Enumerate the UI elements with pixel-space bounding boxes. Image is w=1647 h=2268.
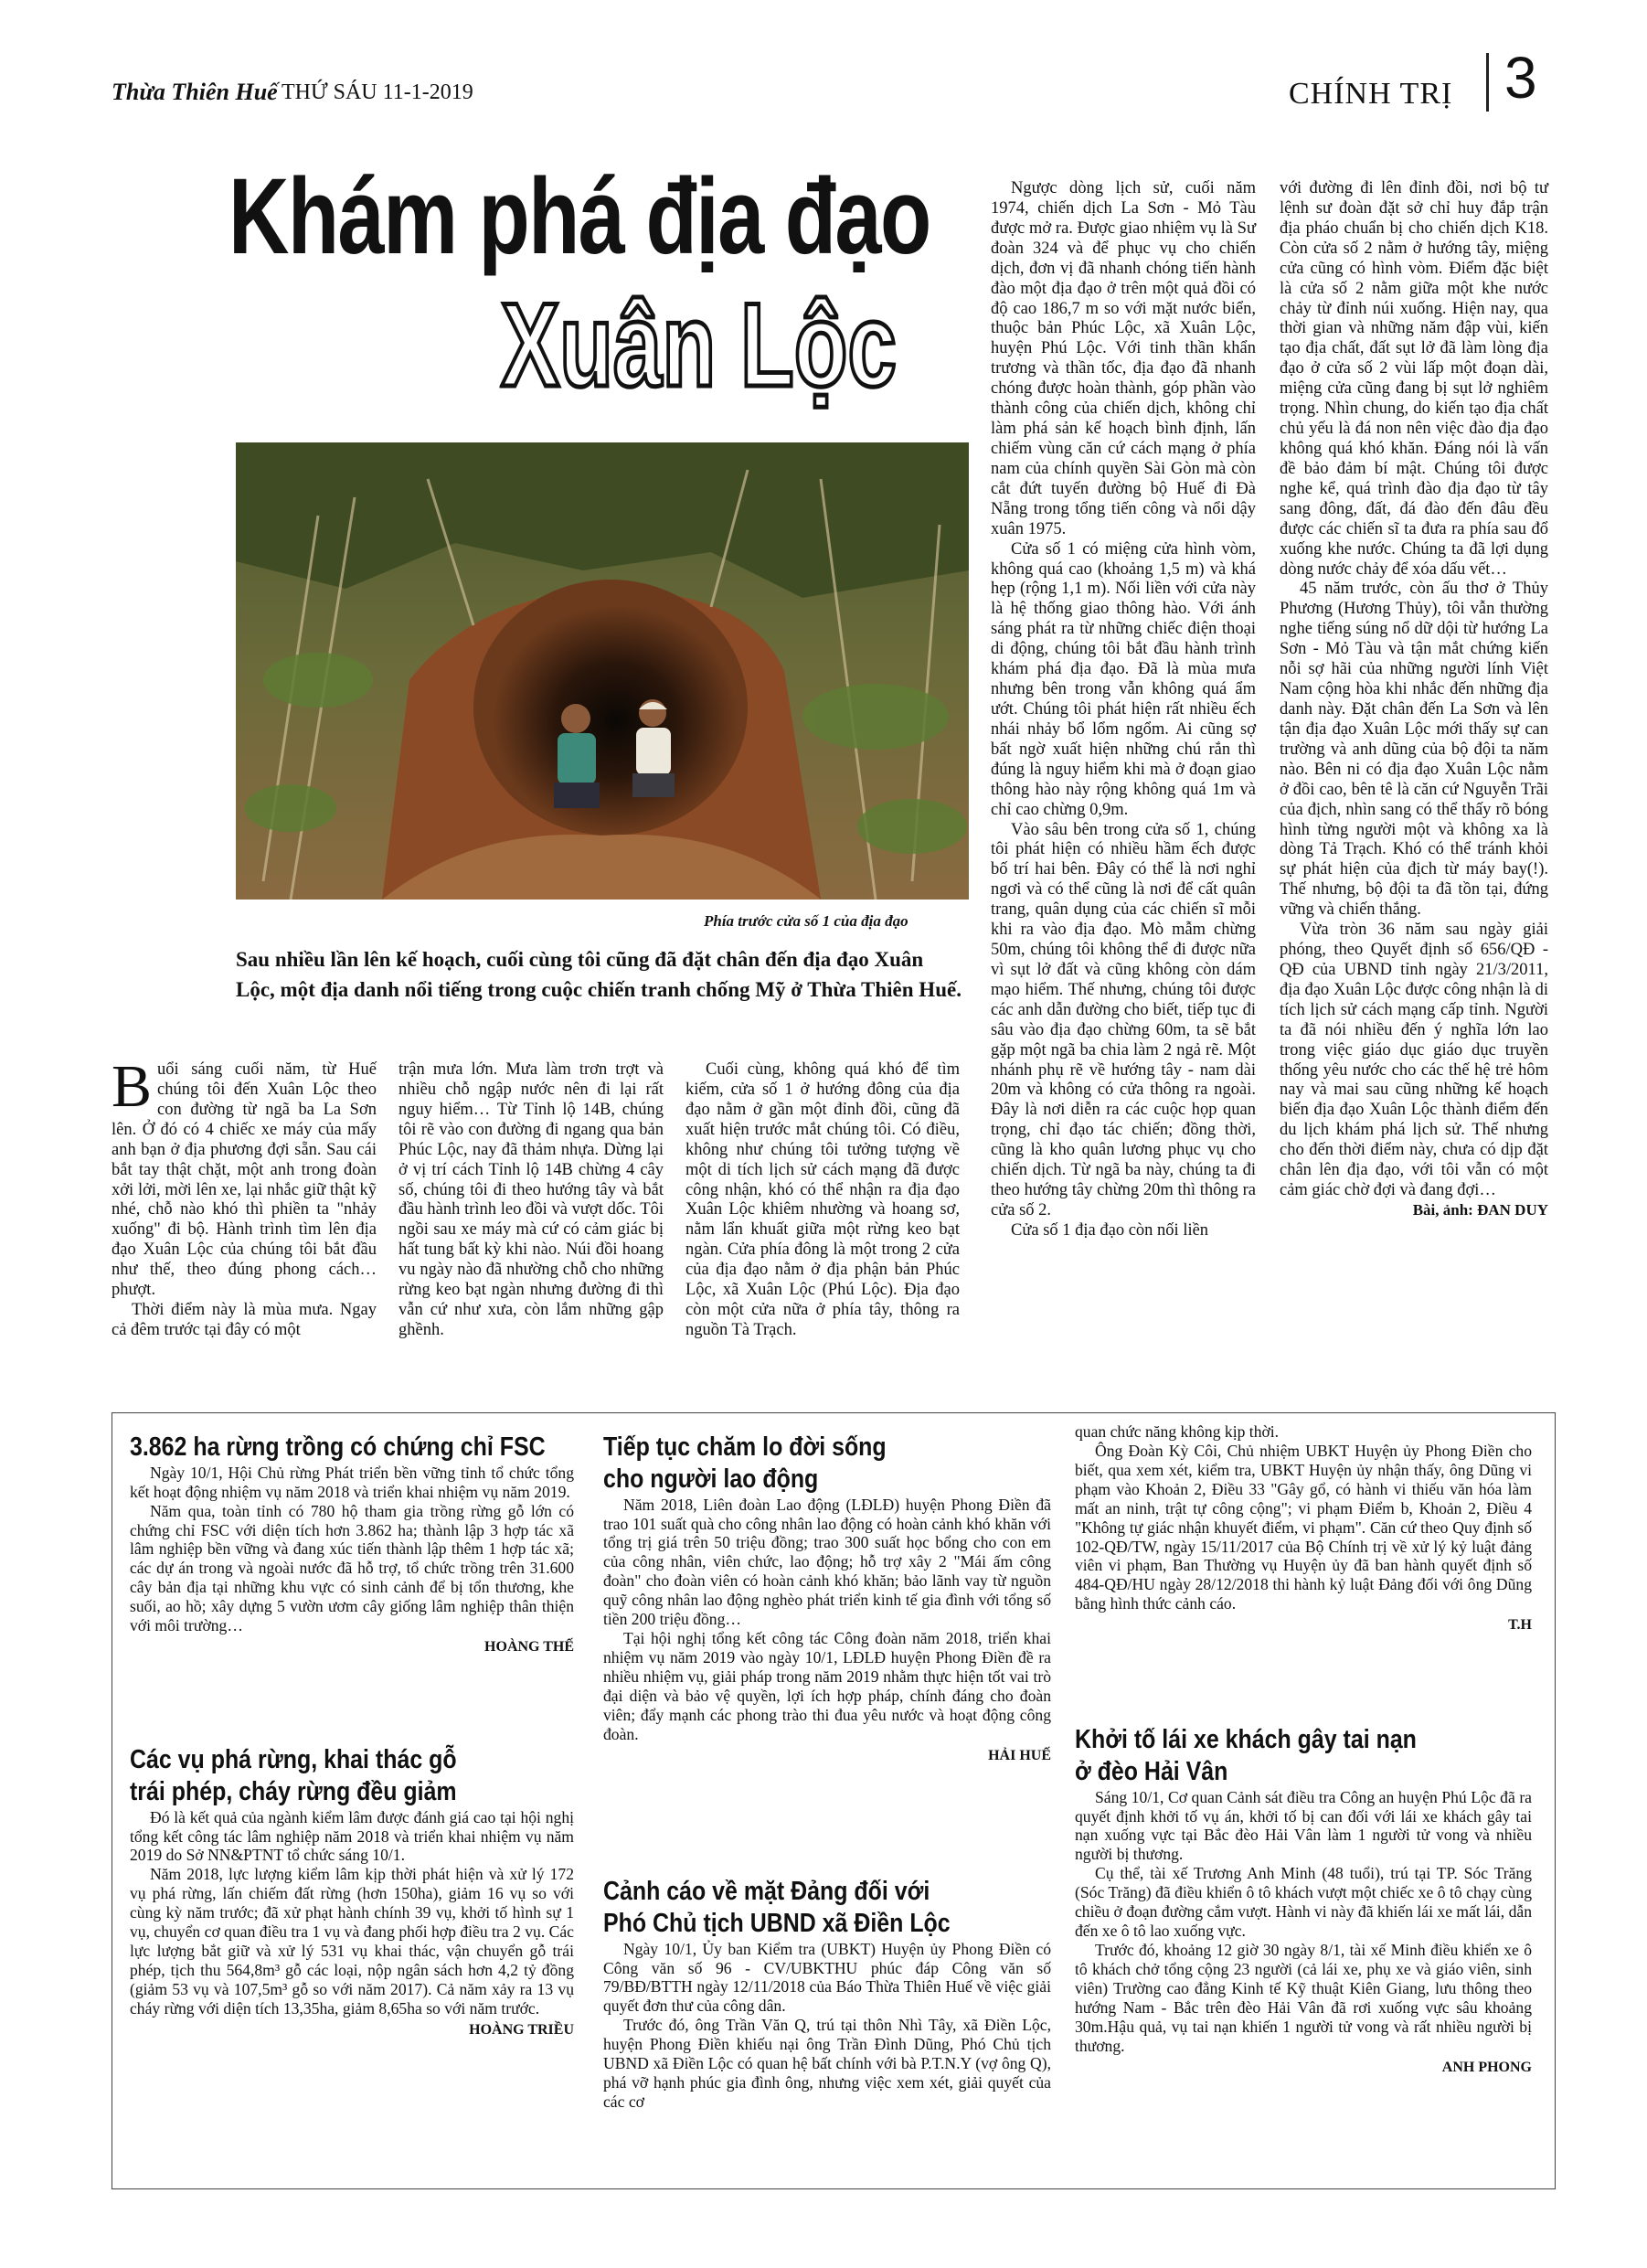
paragraph: Sáng 10/1, Cơ quan Cảnh sát điều tra Công an huyện Phú Lộc đã ra quyết định khởi tố vụ án, khởi tố bị can đối với lái xe khách gây tai nạn xuống vực tại Bắc đèo Hải Vân làm 1 người tử vong và nhiều người bị thương. bbox=[1075, 1787, 1532, 1864]
news-article-discipline-cont bbox=[1075, 1422, 1532, 1634]
article-lead: Sau nhiều lần lên kế hoạch, cuối cùng tôi cũng đã đặt chân đến địa đạo Xuân Lộc, một địa danh nổi tiếng trong cuộc chiến tranh chống Mỹ ở Thừa Thiên Huế. bbox=[236, 948, 962, 1001]
paragraph: Cửa số 1 có miệng cửa hình vòm, không quá cao (khoảng 1,5 m) và khá hẹp (rộng 1,1 m). Nối liền với cửa này là hệ thống giao thông hào. Với ánh sáng phát ra từ những chiếc điện thoại di động, chúng tôi bắt đầu hành trình khám phá địa đạo. Đã là mùa mưa nhưng bên trong vẫn không quá ẩm ướt. Chúng tôi phát hiện rất nhiều ếch nhái nhảy bổ lổm ngổm. Ai cũng sợ bất ngờ xuất hiện những chú rắn thì đúng là nguy hiểm khi mà ở đoạn giao thông hào này rộng không quá 1m và chỉ cao chừng 0,9m. bbox=[991, 539, 1256, 819]
issue-date: THỨ SÁU 11-1-2019 bbox=[282, 80, 473, 104]
news-article-forest bbox=[130, 1744, 574, 2039]
publication-name: Thừa Thiên Huế bbox=[112, 79, 278, 105]
article-column-3 bbox=[685, 1060, 960, 1341]
article-column-4 bbox=[991, 179, 1256, 1241]
news-body bbox=[1075, 1788, 1532, 2056]
article-column-2 bbox=[398, 1060, 664, 1341]
news-signature: HOÀNG THẾ bbox=[484, 1639, 574, 1656]
paragraph: Cụ thể, tài xế Trương Anh Minh (48 tuổi), trú tại TP. Sóc Trăng (Sóc Trăng) đã điều khiển ô tô khách vượt một chiếc xe ô tô chạy cùng chiều ở đoạn đường cắm vượt. Hành vi này đã khiến lái xe mất lái, dẫn đến xe ô tô lao xuống vực. bbox=[1075, 1864, 1532, 1941]
headline-line2: Xuân Lộc bbox=[501, 278, 897, 411]
news-body bbox=[1075, 1422, 1532, 1613]
drop-cap: B bbox=[112, 1053, 153, 1120]
news-title: Tiếp tục chăm lo đời sống bbox=[603, 1432, 887, 1462]
news-title: Cảnh cáo về mặt Đảng đối với bbox=[603, 1877, 930, 1906]
paragraph: Năm 2018, lực lượng kiểm lâm kịp thời phát hiện và xử lý 172 vụ phá rừng, lấn chiếm đất rừng (hơn 150ha), giảm 16 vụ so với cùng kỳ năm trước; đã xử phạt hành chính 39 vụ, khởi tố hình sự 1 vụ, chuyển cơ quan điều tra 1 vụ và đang phối hợp điều tra 2 vụ. Các lực lượng bắt giữ và xử lý 531 vụ khai thác, vận chuyển gỗ trái phép, tịch thu 564,8m³ gỗ các loại, nộp ngân sách hơn 4,2 tỷ đồng (giảm 53 vụ và 107,5m³ gỗ so với năm 2017). Cả năm xảy ra 13 vụ cháy rừng với diện tích 13,35ha, giảm 8,65ha so với năm trước. bbox=[130, 1865, 574, 2018]
news-body bbox=[603, 1496, 1051, 1744]
paragraph: Đó là kết quả của ngành kiểm lâm được đánh giá cao tại hội nghị tổng kết công tác lâm nghiệp năm 2018 và triển khai nhiệm vụ năm 2019 do Sở NN&PTNT tổ chức sáng 10/1. bbox=[130, 1807, 574, 1865]
paragraph: Tại hội nghị tổng kết công tác Công đoàn năm 2018, triển khai nhiệm vụ năm 2019 vào ngày 10/1, LĐLĐ huyện Phong Điền đề ra nhiều nhiệm vụ, giải pháp trong năm 2019 nhằm thực hiện tốt vai trò đại diện và bảo vệ quyền, lợi ích hợp pháp, chính đáng cho đoàn viên; đẩy mạnh các phong trào thi đua yêu nước và hoạt động công đoàn. bbox=[603, 1629, 1051, 1743]
tunnel-entrance-photo bbox=[236, 442, 969, 900]
news-body bbox=[603, 1940, 1051, 2112]
news-article-workers bbox=[603, 1432, 1051, 1764]
paragraph: Trước đó, khoảng 12 giờ 30 ngày 8/1, tài xế Minh điều khiển xe ô tô khách chở tổng cộng 23 người (cả lái xe, phụ xe và giáo viên, sinh viên) Trường cao đẳng Kinh tế Kỹ thuật Kiên Giang, lưu thông theo hướng Nam - Bắc trên đèo Hải Vân đã rơi xuống vực sâu khoảng 30m.Hậu quả, vụ tai nạn khiến 1 người tử vong và rất nhiều người bị thương. bbox=[1075, 1940, 1532, 2055]
news-signature: HOÀNG TRIỀU bbox=[469, 2021, 574, 2038]
article-column-1 bbox=[112, 1053, 377, 1341]
paragraph: trận mưa lớn. Mưa làm trơn trợt và nhiều chỗ ngập nước nên đi lại rất nguy hiểm… Từ Tỉnh lộ 14B, chúng tôi rẽ vào con đường đi ngang qua bản Phúc Lộc, nay đã thảm nhựa. Dừng lại ở vị trí cách Tỉnh lộ 14B chừng 4 cây số, chúng tôi đi theo hướng tây và bắt đầu hành trình leo đồi và vượt dốc. Tôi ngồi sau xe máy mà cứ có cảm giác bị hất tung bất kỳ khi nào. Núi đồi hoang vu ngày nào đã nhường chỗ cho những rừng keo bạt ngàn nhưng đường đi thì vẫn cứ như xưa, còn lắm những gập ghềnh. bbox=[398, 1060, 664, 1339]
news-title: ở đèo Hải Vân bbox=[1075, 1756, 1228, 1786]
paragraph: Ông Đoàn Kỳ Côi, Chủ nhiệm UBKT Huyện ủy Phong Điền cho biết, qua xem xét, kiểm tra, UBKT Huyện ủy nhận thấy, ông Dũng vi phạm vào Khoản 2, Điều 33 "Gây gổ, có hành vi thiếu văn hóa làm mất an ninh, trật tự công cộng"; vi phạm Điểm b, Khoản 2, Điều 4 "Không tự giác nhận khuyết điểm, vi phạm". Căn cứ theo Quy định số 102-QĐ/TW, ngày 15/11/2017 của Bộ Chính trị về xử lý kỷ luật đảng viên vi phạm, Ban Thường vụ Huyện ủy đã ban hành quyết định số 484-QĐ/HU ngày 28/12/2018 thi hành kỷ luật Đảng đối với ông Dũng bằng hình thức cảnh cáo. bbox=[1075, 1441, 1532, 1613]
paragraph: quan chức năng không kịp thời. bbox=[1075, 1422, 1280, 1441]
section-name: CHÍNH TRỊ bbox=[1289, 77, 1453, 111]
paragraph: Ngày 10/1, Ủy ban Kiểm tra (UBKT) Huyện ủy Phong Điền có Công văn số 96 - CV/UBKTHU phúc đáp Công văn số 79/BĐ/BTTH ngày 12/11/2018 của Báo Thừa Thiên Huế về việc giải quyết đơn thư của công dân. bbox=[603, 1939, 1051, 2016]
news-signature: ANH PHONG bbox=[1441, 2059, 1532, 2075]
news-title: Khởi tố lái xe khách gây tai nạn bbox=[1075, 1725, 1417, 1754]
news-article-accident bbox=[1075, 1724, 1532, 2076]
news-body bbox=[130, 1808, 574, 2018]
paragraph: Cửa số 1 địa đạo còn nối liền bbox=[1011, 1220, 1209, 1240]
paragraph: Trước đó, ông Trần Văn Q, trú tại thôn Nhì Tây, xã Điền Lộc, huyện Phong Điền khiếu nại ông Trần Đình Dũng, Phó Chủ tịch UBND xã Điền Lộc có quan hệ bất chính với bà P.T.N.Y (vợ ông Q), phá vỡ hạnh phúc gia đình ông, nhưng việc xem xét, giải quyết của các cơ bbox=[603, 2016, 1051, 2111]
news-article-fsc bbox=[130, 1432, 574, 1656]
news-signature: HẢI HUẾ bbox=[988, 1747, 1051, 1763]
news-title: trái phép, cháy rừng đều giảm bbox=[130, 1776, 457, 1806]
paragraph: Năm 2018, Liên đoàn Lao động (LĐLĐ) huyện Phong Điền đã trao 101 suất quà cho công nhân lao động có hoàn cảnh khó khăn với tổng trị giá trên 50 triệu đồng; trao 300 suất học bổng cho con em của công nhân, viên chức, lao động; hỗ trợ xây 2 "Mái ấm công đoàn" cho đoàn viên có hoàn cảnh khó khăn; bảo lãnh vay từ nguồn quỹ công nhân lao động nghèo phát triển kinh tế gia đình với tổng số tiền 200 triệu đồng… bbox=[603, 1495, 1051, 1629]
paragraph: với đường đi lên đỉnh đồi, nơi bộ tư lệnh sư đoàn đặt sở chỉ huy đắp trận địa pháo chuẩn bị cho chiến dịch K18. Còn cửa số 2 nằm ở hướng tây, miệng cửa cũng có hình vòm. Điểm đặc biệt là cửa số 2 nằm giữa một khe nước chảy từ đỉnh núi xuống. Hiện nay, qua thời gian và những năm đập vùi, kiến tạo địa chất, đất sụt lở đã làm lòng địa đạo ở cửa số 2 vùi lấp một đoạn dài, miệng cửa cũng đang bị sụt lở nghiêm trọng. Nhìn chung, do kiến tạo địa chất chủ yếu là đá non nên việc đào địa đạo không quá khó khăn. Đáng nói là vấn đề bảo đảm bí mật. Chúng tôi được nghe kể, quá trình đào địa đạo từ tây sang đông, đất, đá đào đến đâu đều được các chiến sĩ ta đưa ra phía sau đổ xuống khe nước. Chúng ta đã lợi dụng dòng nước chảy để xóa dấu vết… bbox=[1280, 179, 1548, 579]
news-title: Các vụ phá rừng, khai thác gỗ bbox=[130, 1745, 457, 1774]
article-column-5 bbox=[1280, 179, 1548, 1219]
paragraph: Ngược dòng lịch sử, cuối năm 1974, chiến dịch La Sơn - Mỏ Tàu được mở ra. Được giao nhiệm vụ là Sư đoàn 324 và để phục vụ cho chiến dịch, đơn vị đã nhanh chóng tiến hành đào một địa đạo ở trên một quả đồi có độ cao 186,7 m so với mặt nước biển, thuộc bản Phúc Lộc, xã Xuân Lộc, huyện Phú Lộc. Với tinh thần khẩn trương và thần tốc, địa đạo đã nhanh chóng được hoàn thành, góp phần vào thành công của chiến dịch, không chỉ làm phá sản kế hoạch bình định, lấn chiếm vùng căn cứ cách mạng ở phía nam của chính quyền Sài Gòn mà còn cắt đứt tuyến đường bộ Huế đi Đà Nẵng trong tổng tiến công và nổi dậy xuân 1975. bbox=[991, 179, 1256, 538]
photo-caption: Phía trước cửa số 1 của địa đạo bbox=[704, 912, 909, 930]
paragraph: Năm qua, toàn tỉnh có 780 hộ tham gia trồng rừng gỗ lớn có chứng chỉ FSC với diện tích hơn 3.862 ha; thành lập 3 hợp tác xã lâm nghiệp bền vững và đang xúc tiến thành lập thêm 1 hợp tác xã; các dự án trong và ngoài nước đã hỗ trợ, tổ chức trồng trên 31.600 cây bản địa tại những khu vực có sinh cảnh để bị tổn thương, khe suối, ao hồ; xây dựng 5 vườn ươm cây giống lâm nghiệp thân thiện với môi trường… bbox=[130, 1501, 574, 1635]
paragraph: Ngày 10/1, Hội Chủ rừng Phát triển bền vững tỉnh tổ chức tổng kết hoạt động nhiệm vụ năm 2018 và triển khai nhiệm vụ năm 2019. bbox=[130, 1463, 574, 1501]
news-article-discipline bbox=[603, 1876, 1051, 2112]
paragraph: uổi sáng cuối năm, từ Huế chúng tôi đến Xuân Lộc theo con đường từ ngã ba La Sơn lên. Ở đó có 4 chiếc xe máy của mấy anh bạn ở địa phương đợi sẵn. Sau cái bắt tay thật chặt, một anh trong đoàn xởi lởi, mời lên xe, lại nhắc giữ thật kỹ nhé, chỗ nào khó thì phiền ta "nhảy xuống" đi bộ. Hành trình tìm lên địa đạo Xuân Lộc của chúng tôi bắt đầu như thế, theo đúng phong cách… phượt. bbox=[112, 1060, 377, 1300]
article-byline: Bài, ảnh: ĐAN DUY bbox=[1412, 1201, 1548, 1219]
headline-line1: Khám phá địa đạo bbox=[228, 156, 930, 277]
news-title: Phó Chủ tịch UBND xã Điền Lộc bbox=[603, 1908, 951, 1938]
page-number: 3 bbox=[1504, 45, 1537, 111]
news-body bbox=[130, 1464, 574, 1635]
paragraph: Vào sâu bên trong cửa số 1, chúng tôi phát hiện có nhiều hầm ếch được bố trí hai bên. Đây có thể là nơi nghỉ ngơi và có thể cũng là nơi để cất quân trang, quân dụng của các chiến sĩ mỗi khi ra vào địa đạo. Mò mẫm chừng 50m, chúng tôi không thể đi được nữa vì sụt lở đất và cũng không còn dám mạo hiểm. Thế nhưng, chúng tôi được các anh dẫn đường cho biết, tiếp tục đi sâu vào địa đạo chừng 60m, ta sẽ bắt gặp một ngã ba chia làm 2 ngả rẽ. Một nhánh phụ rẽ về hướng tây - nam dài 20m và không có cửa thông ra ngoài. Đây là nơi diễn ra các cuộc họp quan trọng, chỉ đạo tác chiến; đồng thời, cũng là kho quân lương phục vụ cho chiến dịch. Từ ngã ba này, chúng ta đi theo hướng tây chừng 20m thì thông ra cửa số 2. bbox=[991, 820, 1256, 1220]
news-title: 3.862 ha rừng trồng có chứng chỉ FSC bbox=[130, 1432, 546, 1462]
paragraph: Thời điểm này là mùa mưa. Ngay cả đêm trước tại đây có một bbox=[112, 1301, 377, 1339]
news-signature: T.H bbox=[1508, 1617, 1532, 1634]
paragraph: 45 năm trước, còn ấu thơ ở Thủy Phương (Hương Thủy), tôi vẫn thường nghe tiếng súng nổ dữ dội từ hướng La Sơn - Mỏ Tàu và tận mắt chứng kiến nỗi sợ hãi của những người lính Việt Nam cộng hòa khi nhắc đến những địa danh này. Đặt chân đến La Sơn và lên tận địa đạo Xuân Lộc mới thấy sự can trường và anh dũng của bộ đội ta năm nào. Bên ni có địa đạo Xuân Lộc nằm ở đồi cao, bên tê là căn cứ Nguyễn Trãi của địch, nhìn sang có thể thấy rõ bóng hình từng người một và không xa là dòng Tả Trạch. Khó có thể tránh khỏi sự phát hiện của địch từ máy bay(!). Thế nhưng, bộ đội ta đã tồn tại, đứng vững và chiến thắng. bbox=[1280, 580, 1548, 920]
news-title: cho người lao động bbox=[603, 1464, 819, 1494]
header-divider bbox=[1486, 53, 1489, 112]
paragraph: Vừa tròn 36 năm sau ngày giải phóng, theo Quyết định số 656/QĐ - QĐ của UBND tỉnh ngày 21/3/2011, địa đạo Xuân Lộc được công nhận là di tích lịch sử cách mạng cấp tỉnh. Người ta đã nói nhiều đến ý nghĩa lớn lao trong việc giáo dục giáo dục truyền thống yêu nước cho các thế hệ trẻ hôm nay và mai sau cũng những kế hoạch biến địa đạo Xuân Lộc thành điểm đến du lịch khám phá lịch sử. Thế nhưng cho đến thời điểm này, chưa có dịp đặt chân lên địa đạo, với tôi vẫn có một cảm giác chờ đợi và đang đợi… bbox=[1280, 921, 1548, 1200]
paragraph: Cuối cùng, không quá khó để tìm kiếm, cửa số 1 ở hướng đông của địa đạo nằm ở gần một đỉnh đồi, cũng đã xuất hiện trước mắt chúng tôi. Có điều, không như chúng tôi tưởng tượng về một di tích lịch sử cách mạng đã được công nhận, khó có thể nhận ra địa đạo Xuân Lộc khiêm nhường và hoang sơ, nằm lẩn khuất giữa một rừng keo bạt ngàn. Cửa phía đông là một trong 2 cửa của địa đạo nằm ở địa phận bản Phúc Lộc, xã Xuân Lộc (Phú Lộc). Địa đạo còn một cửa nữa ở phía tây, thông ra nguồn Tà Trạch. bbox=[685, 1060, 960, 1339]
